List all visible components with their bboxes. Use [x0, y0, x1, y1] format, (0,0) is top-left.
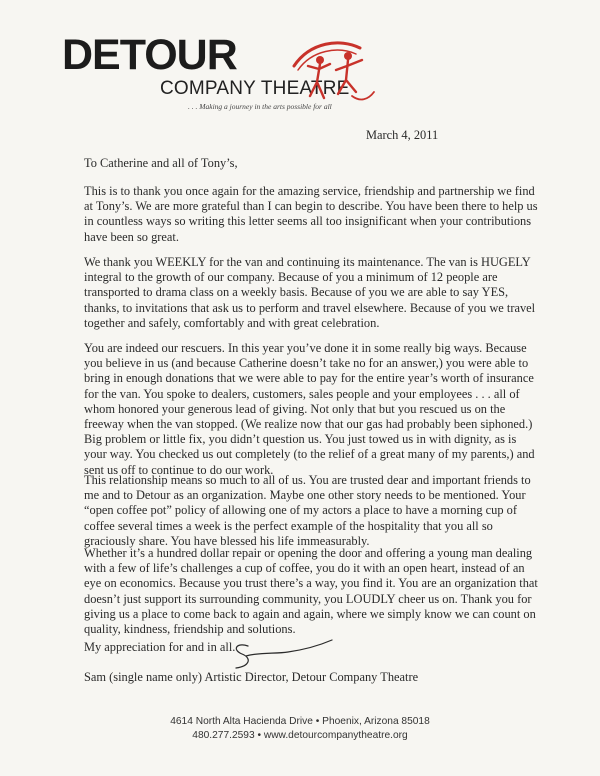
paragraph-open-heart: Whether it’s a hundred dollar repair or opening the door and offering a young man dealing with a few of life’s challenges a cup of coffee, you do it with an open heart, instead of an eye on economics. Because you trust there’s a way, you find it. You are an organization that doesn’t just support its surrounding community, you LOUDLY cheer us on. Thank you for giving us a place to come back to again and again, where we simply know we can count on quality, kindness, friendship and solutions.: [84, 546, 538, 637]
closing-line: My appreciation for and in all.: [84, 640, 236, 654]
dancer-figures-icon: [290, 36, 376, 110]
handwritten-signature: [226, 636, 336, 672]
letter-date: March 4, 2011: [366, 128, 439, 142]
salutation: To Catherine and all of Tony’s,: [84, 156, 238, 170]
logo-name: DETOUR: [62, 31, 237, 79]
logo-subtitle: COMPANY THEATRE: [160, 78, 350, 99]
footer-contact: 480.277.2593 • www.detourcompanytheatre.org: [192, 730, 408, 741]
paragraph-van: We thank you WEEKLY for the van and continuing its maintenance. The van is HUGELY integral to the growth of our company. Because of you a minimum of 12 people are transported to drama class on a weekly basis. Because of you we are able to say YES, thanks, to invitations that ask us to perform and travel elsewhere. Because of you we travel together and safely, comfortably and with great celebration.: [84, 255, 536, 330]
footer-address: 4614 North Alta Hacienda Drive • Phoenix, Arizona 85018: [170, 716, 430, 727]
paragraph-rescuers: You are indeed our rescuers. In this year you’ve done it in some really big ways. Because you believe in us (and because Catherine doesn’t take no for an answer,) you were able to bring in enough donations that we were able to pay for the entire year’s worth of insurance for the van. You spoke to dealers, customers, sales people and your employees . . . all of whom honored your generous lead of giving. Not only that but you rescued us on the freeway when the van stopped. (We realize now that our gas had probably been siphoned.) Big problem or little fix, you didn’t question us. You just towed us in with dignity, as is your way. You checked us out completely (to the relief of a great many of my parents,) and sent us off to continue to do our work.: [84, 341, 535, 477]
signer-line: Sam (single name only) Artistic Director, Detour Company Theatre: [84, 670, 419, 684]
paragraph-thanks: This is to thank you once again for the amazing service, friendship and partnership we find at Tony’s. We are more grateful than I can begin to describe. You have been there to help us in countless ways so writing this letter seems all too insignificant when your contributions have been so great.: [84, 184, 538, 244]
paragraph-relationship: This relationship means so much to all of us. You are trusted dear and important friends to me and to Detour as an organization. Maybe one other story needs to be mentioned. Your “open coffee pot” policy of allowing one of my actors a place to have a morning cup of coffee several times a week is the perfect example of the hospitality that you all so graciously share. You have blessed his life immeasurably.: [84, 473, 531, 548]
logo-tagline: . . . Making a journey in the arts possible for all: [188, 102, 332, 111]
detour-logo: [62, 31, 352, 116]
